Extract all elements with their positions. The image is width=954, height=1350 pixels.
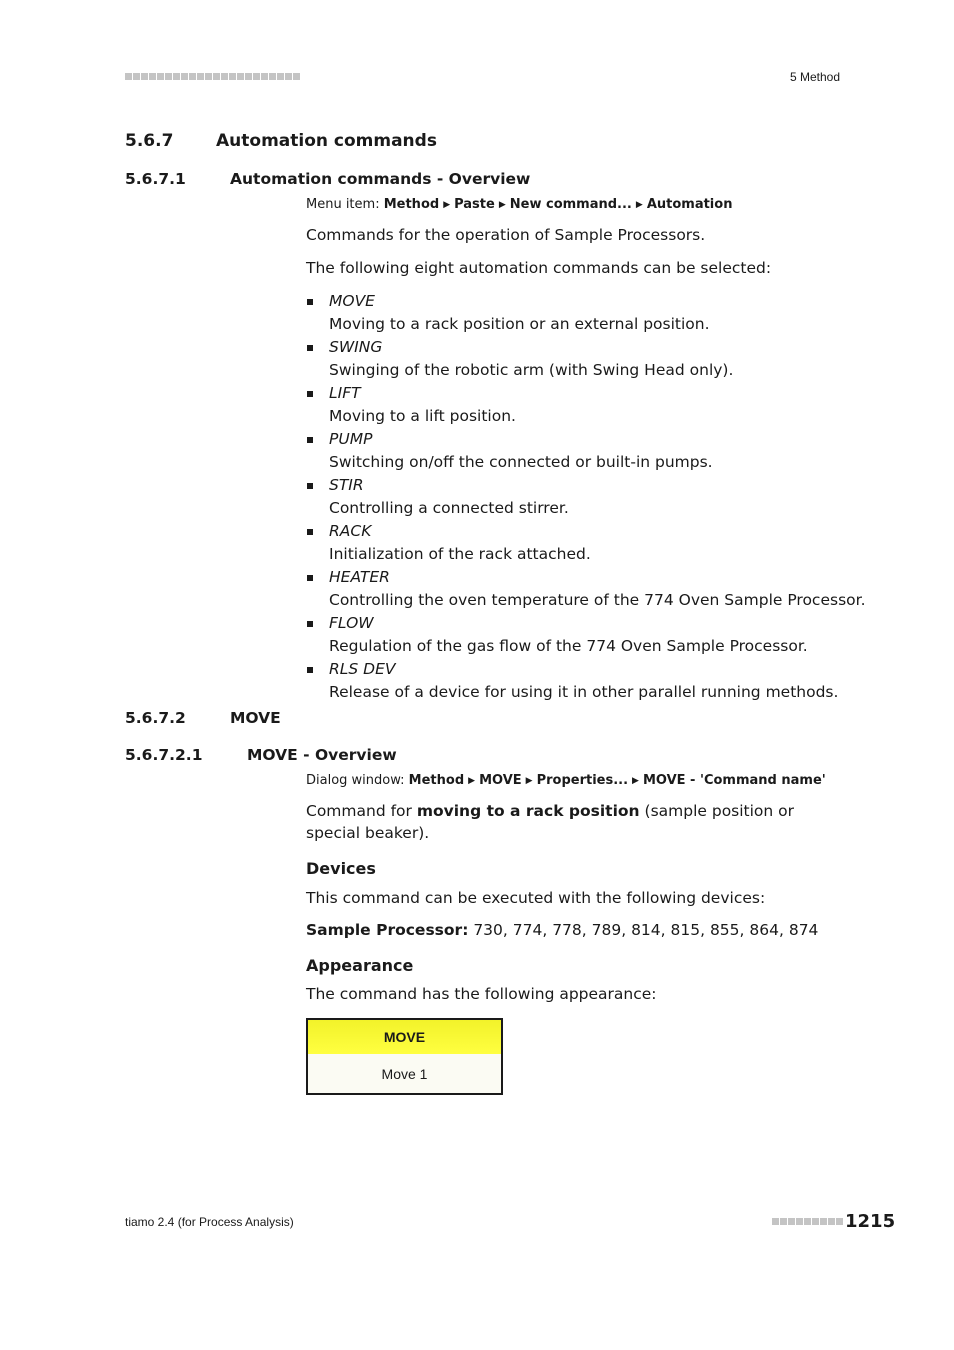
section-heading xyxy=(125,131,437,151)
triangle-right-icon: ▶ xyxy=(525,776,533,786)
move-description: Command for moving to a rack position (sample position or special beaker). xyxy=(306,802,795,842)
footer-decoration xyxy=(772,1218,843,1225)
bullet-icon xyxy=(307,621,313,627)
page-number: 1215 xyxy=(845,1211,896,1232)
appearance-heading: Appearance xyxy=(306,956,414,975)
bullet-icon xyxy=(307,529,313,535)
devices-text: This command can be executed with the following devices: xyxy=(306,889,766,907)
move-title: MOVE xyxy=(230,709,281,727)
menu-path xyxy=(306,197,732,212)
dialog-path-step: MOVE - 'Command name' xyxy=(642,773,826,788)
move-overview-number: 5.6.7.2.1 xyxy=(125,746,203,764)
move-heading xyxy=(125,709,281,727)
menu-path-step: Paste xyxy=(454,197,495,212)
section-number: 5.6.7 xyxy=(125,131,174,151)
list-item: HEATER Controlling the oven temperature of the 774 Oven Sample Processor. xyxy=(306,566,866,611)
list-item: RLS DEV Release of a device for using it in other parallel running methods. xyxy=(306,658,866,703)
sample-processor-values: 730, 774, 778, 789, 814, 815, 855, 864, 874 xyxy=(468,921,819,939)
bullet-icon xyxy=(307,299,313,305)
overview-heading xyxy=(125,170,530,188)
devices-heading: Devices xyxy=(306,859,376,878)
dialog-path-step: Properties... xyxy=(536,773,629,788)
move-overview-heading xyxy=(125,746,397,764)
triangle-right-icon: ▶ xyxy=(635,200,643,210)
bullet-icon xyxy=(307,391,313,397)
list-item: PUMP Switching on/off the connected or built-in pumps. xyxy=(306,428,866,473)
section-title: Automation commands xyxy=(216,131,437,151)
list-item: RACK Initialization of the rack attached. xyxy=(306,520,866,565)
triangle-right-icon: ▶ xyxy=(443,200,451,210)
bullet-icon xyxy=(307,345,313,351)
appearance-text: The command has the following appearance: xyxy=(306,985,657,1003)
overview-intro-1: Commands for the operation of Sample Processors. xyxy=(306,226,706,244)
menu-path-label: Menu item: xyxy=(306,197,380,212)
overview-intro-2: The following eight automation commands can be selected: xyxy=(306,259,772,277)
list-item: STIR Controlling a connected stirrer. xyxy=(306,474,866,519)
command-name: Move 1 xyxy=(381,1065,428,1082)
move-number: 5.6.7.2 xyxy=(125,709,186,727)
command-title: MOVE xyxy=(308,1020,501,1054)
menu-path-step: Method xyxy=(383,197,440,212)
dialog-path-step: Method xyxy=(408,773,465,788)
bullet-icon xyxy=(307,483,313,489)
menu-path-step: New command... xyxy=(509,197,632,212)
bullet-icon xyxy=(307,667,313,673)
move-command-block xyxy=(306,1018,503,1095)
command-list xyxy=(306,290,866,704)
triangle-right-icon: ▶ xyxy=(632,776,639,786)
dialog-path-step: MOVE xyxy=(479,773,522,788)
triangle-right-icon: ▶ xyxy=(468,776,476,786)
list-item: SWING Swinging of the robotic arm (with Swing Head only). xyxy=(306,336,866,381)
dialog-path xyxy=(306,773,826,788)
footer-product: tiamo 2.4 (for Process Analysis) xyxy=(125,1215,294,1229)
bullet-icon xyxy=(307,437,313,443)
overview-number: 5.6.7.1 xyxy=(125,170,186,188)
bullet-icon xyxy=(307,575,313,581)
list-item: FLOW Regulation of the gas flow of the 774 Oven Sample Processor. xyxy=(306,612,866,657)
triangle-right-icon: ▶ xyxy=(498,200,506,210)
chapter-label: 5 Method xyxy=(789,70,840,84)
dialog-path-label: Dialog window: xyxy=(306,773,405,788)
header-decoration xyxy=(125,73,300,80)
list-item: LIFT Moving to a lift position. xyxy=(306,382,866,427)
sample-processor-label: Sample Processor: xyxy=(306,921,469,939)
menu-path-step: Automation xyxy=(646,197,733,212)
list-item: MOVE Moving to a rack position or an external position. xyxy=(306,290,866,335)
move-overview-title: MOVE - Overview xyxy=(247,746,397,764)
sample-processor-line xyxy=(306,919,846,941)
overview-title: Automation commands - Overview xyxy=(230,170,531,188)
